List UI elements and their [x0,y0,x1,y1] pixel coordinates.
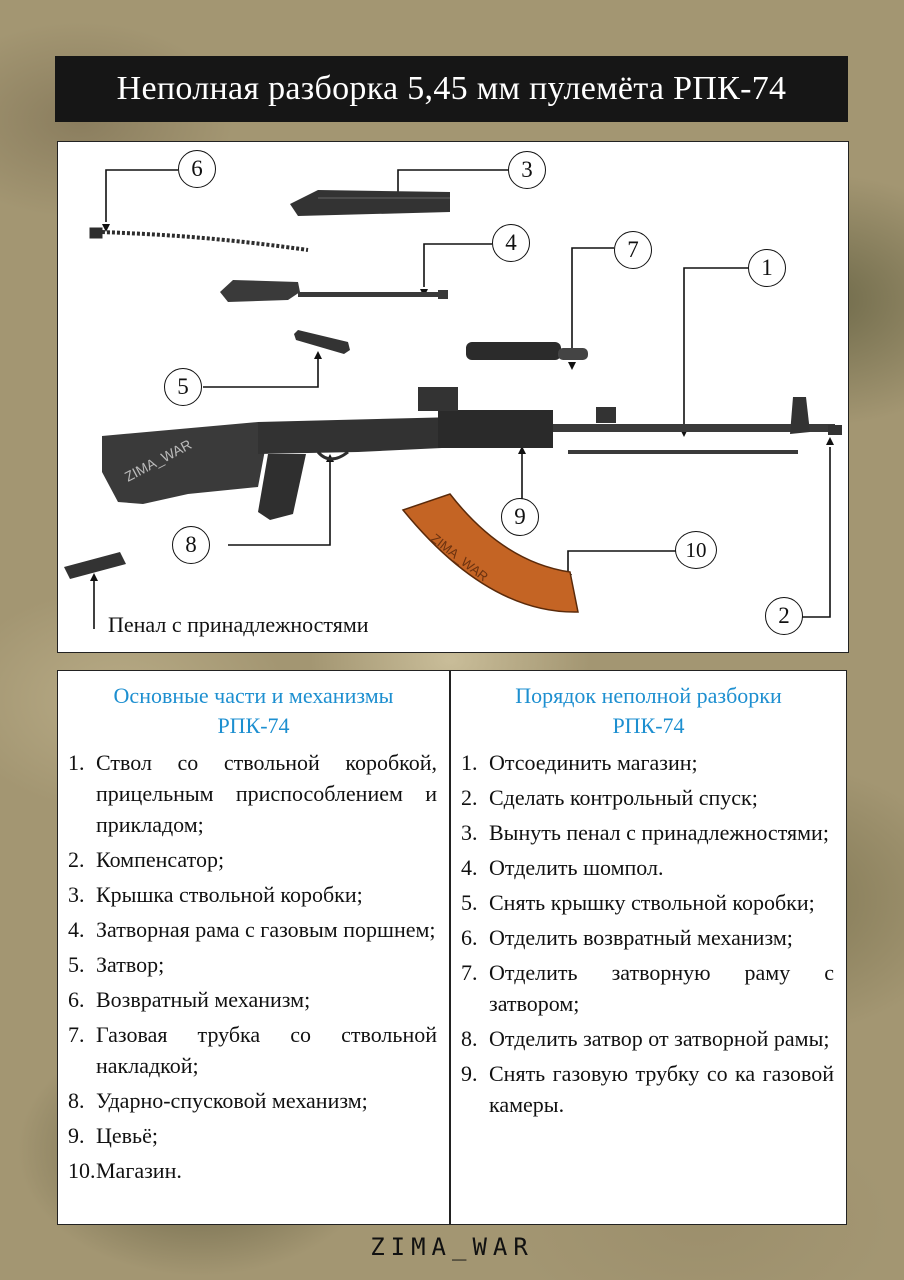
list-item-number: 5. [461,890,478,915]
order-heading-line-1: Порядок неполной разборки [515,683,782,708]
list-item-text: Затворная рама с газовым поршнем; [96,917,436,942]
list-item-text: Отделить возвратный механизм; [489,925,793,950]
list-item-text: Ствол со ствольной коробкой, прицельным приспособлением и прикладом; [96,750,437,837]
callout-7: 7 [614,231,652,269]
callout-1: 1 [748,249,786,287]
disassembly-order-panel [450,670,847,1225]
list-item [68,879,437,910]
list-item-text: Снять крышку ствольной коробки; [489,890,815,915]
list-item [461,817,834,848]
list-item-number: 6. [68,987,85,1012]
list-item [68,984,437,1015]
list-item-number: 2. [461,785,478,810]
order-heading [451,681,846,741]
leader-7 [572,248,614,360]
leader-4 [424,244,492,287]
author-signature: ZIMA_WAR [370,1233,534,1261]
list-item-text: Отсоединить магазин; [489,750,698,775]
stock-watermark: ZIMA_WAR [121,436,195,485]
disassembly-diagram [57,141,849,653]
list-item-text: Вынуть пенал с принадлежностями; [489,820,829,845]
leader-6 [106,170,178,222]
callout-6: 6 [178,150,216,188]
list-item-number: 6. [461,925,478,950]
list-item-number: 7. [68,1022,85,1047]
list-item-number: 8. [461,1026,478,1051]
callout-2: 2 [765,597,803,635]
list-item [461,782,834,813]
leader-3 [398,170,508,194]
magazine [403,494,578,612]
magazine-watermark: ZIMA_WAR [428,530,492,585]
receiver-cover [290,190,450,216]
parts-list [58,747,449,1186]
list-item [461,922,834,953]
list-item [461,957,834,1019]
list-item-number: 4. [461,855,478,880]
list-item [68,914,437,945]
list-item-text: Газовая трубка со ствольной накладкой; [96,1022,437,1078]
list-item-text: Отделить затвор от затворной рамы; [489,1026,830,1051]
leader-5 [203,357,318,387]
parts-panel [57,670,450,1225]
list-item-number: 1. [461,750,478,775]
recoil-mechanism [90,228,308,250]
parts-heading-line-2: РПК-74 [217,713,290,738]
list-item-number: 3. [68,882,85,907]
list-item [461,887,834,918]
callout-5: 5 [164,368,202,406]
list-item-number: 1. [68,750,85,775]
list-item [68,747,437,840]
list-item [68,1085,437,1116]
callout-9: 9 [501,498,539,536]
list-item-text: Отделить шомпол. [489,855,664,880]
list-item [68,1155,437,1186]
gas-tube [466,342,588,360]
list-item-number: 9. [68,1123,85,1148]
list-item [68,844,437,875]
accessory-case [64,552,126,579]
accessory-case-caption: Пенал с принадлежностями [108,612,369,637]
leader-10 [568,551,677,572]
list-item-number: 8. [68,1088,85,1113]
weapon-body [102,387,842,520]
list-item [461,1023,834,1054]
list-item-text: Цевьё; [96,1123,158,1148]
list-item [68,1019,437,1081]
list-item-number: 7. [461,960,478,985]
list-item-number: 3. [461,820,478,845]
list-item-number: 4. [68,917,85,942]
bolt [294,330,350,354]
callout-4: 4 [492,224,530,262]
page-title: Неполная разборка 5,45 мм пулемёта РПК-74 [55,56,848,122]
list-item-number: 2. [68,847,85,872]
order-list [451,747,846,1120]
list-item-text: Затвор; [96,952,165,977]
list-item [461,852,834,883]
list-item-number: 10. [68,1158,96,1183]
callout-10: 10 [675,531,717,569]
list-item-text: Ударно-спусковой механизм; [96,1088,368,1113]
callout-3: 3 [508,151,546,189]
list-item-text: Компенсатор; [96,847,225,872]
list-item-text: Магазин. [96,1158,182,1183]
list-item-text: Отделить затворную раму с затвором; [489,960,834,1016]
list-item-text: Снять газовую трубку со ка газовой камеры. [489,1061,834,1117]
list-item [68,1120,437,1151]
list-item [461,1058,834,1120]
list-item-text: Крышка ствольной коробки; [96,882,363,907]
leader-1 [684,268,748,427]
parts-heading-line-1: Основные части и механизмы [113,683,394,708]
order-heading-line-2: РПК-74 [612,713,685,738]
callout-8: 8 [172,526,210,564]
list-item-text: Сделать контрольный спуск; [489,785,758,810]
bolt-carrier [220,280,448,302]
list-item [68,949,437,980]
list-item-number: 9. [461,1061,478,1086]
list-item-text: Возвратный механизм; [96,987,311,1012]
list-item-number: 5. [68,952,85,977]
list-item [461,747,834,778]
parts-heading [58,681,449,741]
leader-2 [793,447,830,617]
